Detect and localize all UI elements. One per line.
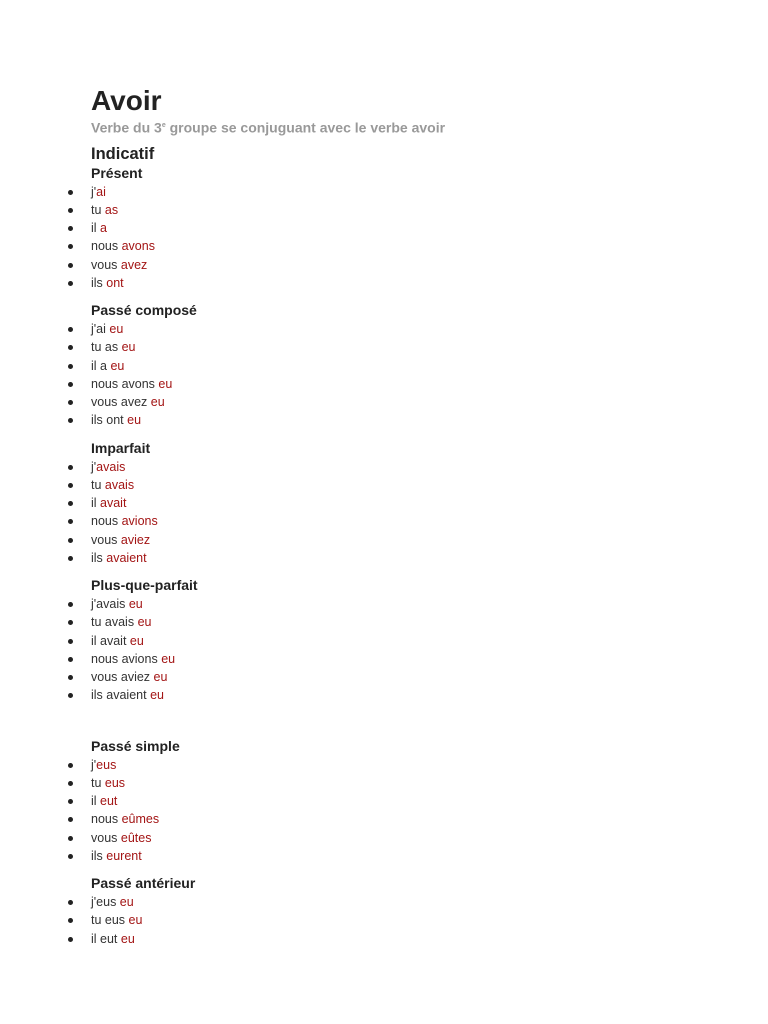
- bullet-icon: [68, 854, 73, 859]
- list-item: [91, 458, 711, 476]
- verb-form: eu: [129, 633, 144, 648]
- list-item: [91, 549, 711, 567]
- bullet-icon: [68, 918, 73, 923]
- pronoun: il avait: [91, 633, 130, 648]
- verb-form: eu: [161, 651, 176, 666]
- pronoun: tu: [91, 477, 105, 492]
- list-item: [91, 531, 711, 549]
- list-item: [91, 650, 711, 668]
- bullet-icon: [68, 763, 73, 768]
- tense-heading: Passé composé: [91, 302, 197, 319]
- pronoun: ils: [91, 848, 107, 863]
- bullet-icon: [68, 799, 73, 804]
- list-item: [91, 829, 711, 847]
- verb-form: ai: [96, 184, 106, 199]
- bullet-icon: [68, 345, 73, 350]
- tense-heading: Plus-que-parfait: [91, 577, 198, 594]
- verb-form: eu: [153, 670, 168, 685]
- subtitle-superscript: e: [161, 122, 166, 129]
- bullet-icon: [68, 208, 73, 213]
- list-item: [91, 256, 711, 274]
- verb-form: eu: [109, 322, 124, 337]
- list-item: [91, 756, 711, 774]
- verb-form: eu: [120, 931, 135, 946]
- conjugation-list: [91, 458, 711, 568]
- conjugation-page: [91, 84, 711, 957]
- verb-form: eu: [119, 895, 134, 910]
- bullet-icon: [68, 900, 73, 905]
- pronoun: tu as: [91, 340, 122, 355]
- list-item: [91, 375, 711, 393]
- verb-form: avons: [121, 239, 155, 254]
- verb-form: eu: [128, 597, 143, 612]
- bullet-icon: [68, 465, 73, 470]
- pronoun: j'ai: [91, 322, 110, 337]
- verb-form: avions: [121, 514, 158, 529]
- verb-form: eu: [128, 913, 143, 928]
- verb-form: eu: [110, 358, 125, 373]
- list-item: [91, 476, 711, 494]
- page-title: Avoir: [91, 85, 162, 116]
- verb-form: a: [100, 221, 107, 236]
- pronoun: ils: [91, 275, 107, 290]
- bullet-icon: [68, 364, 73, 369]
- pronoun: ils avaient: [91, 688, 151, 703]
- pronoun: j': [91, 459, 97, 474]
- verb-form: eu: [150, 688, 164, 703]
- list-item: [91, 774, 711, 792]
- bullet-icon: [68, 817, 73, 822]
- conjugation-list: [91, 183, 711, 293]
- conjugation-list: [91, 893, 711, 948]
- list-item: [91, 512, 711, 530]
- bullet-icon: [68, 937, 73, 942]
- pronoun: il: [91, 496, 101, 511]
- pronoun: nous: [91, 514, 122, 529]
- bullet-icon: [68, 263, 73, 268]
- pronoun: nous avons: [91, 376, 159, 391]
- verb-form: avais: [96, 459, 126, 474]
- pronoun: nous avions: [91, 651, 162, 666]
- bullet-icon: [68, 501, 73, 506]
- pronoun: tu eus: [91, 913, 129, 928]
- verb-form: avait: [100, 496, 127, 511]
- list-item: [91, 792, 711, 810]
- pronoun: vous: [91, 257, 121, 272]
- bullet-icon: [68, 836, 73, 841]
- pronoun: il eut: [91, 931, 121, 946]
- pronoun: ils ont: [91, 413, 128, 428]
- pronoun: nous: [91, 239, 122, 254]
- pronoun: tu: [91, 202, 105, 217]
- verb-form: avais: [104, 477, 135, 492]
- list-item: [91, 411, 711, 429]
- tense-imparfait: [91, 439, 711, 568]
- verb-form: eurent: [106, 848, 142, 863]
- list-item: [91, 393, 711, 411]
- pronoun: vous: [91, 532, 121, 547]
- bullet-icon: [68, 400, 73, 405]
- bullet-icon: [68, 244, 73, 249]
- list-item: [91, 930, 711, 948]
- bullet-icon: [68, 538, 73, 543]
- tense-heading: Passé antérieur: [91, 875, 196, 892]
- verb-form: avaient: [106, 550, 147, 565]
- tense-passe-compose: [91, 301, 711, 430]
- list-item: [91, 893, 711, 911]
- list-item: [91, 686, 711, 704]
- list-item: [91, 847, 711, 865]
- list-item: [91, 201, 711, 219]
- bullet-icon: [68, 519, 73, 524]
- pronoun: il: [91, 794, 101, 809]
- bullet-icon: [68, 190, 73, 195]
- bullet-icon: [68, 693, 73, 698]
- verb-form: eu: [121, 340, 136, 355]
- verb-form: eut: [100, 794, 118, 809]
- bullet-icon: [68, 281, 73, 286]
- list-item: [91, 183, 711, 201]
- bullet-icon: [68, 675, 73, 680]
- verb-form: eu: [158, 376, 173, 391]
- pronoun: il: [91, 221, 101, 236]
- tense-present: [91, 164, 711, 293]
- list-item: [91, 237, 711, 255]
- mood-heading: Indicatif: [91, 144, 155, 163]
- verb-form: eu: [127, 413, 142, 428]
- list-item: [91, 320, 711, 338]
- tense-heading: Imparfait: [91, 439, 151, 456]
- pronoun: j': [91, 757, 97, 772]
- bullet-icon: [68, 781, 73, 786]
- list-item: [91, 274, 711, 292]
- bullet-icon: [68, 327, 73, 332]
- pronoun: ils: [91, 550, 107, 565]
- verb-form: eus: [96, 757, 117, 772]
- tense-passe-simple: [91, 737, 711, 866]
- pronoun: vous: [91, 830, 121, 845]
- pronoun: j'avais: [91, 597, 129, 612]
- verb-form: avez: [120, 257, 148, 272]
- list-item: [91, 338, 711, 356]
- pronoun: j'eus: [91, 895, 120, 910]
- pronoun: nous: [91, 812, 122, 827]
- bullet-icon: [68, 602, 73, 607]
- bullet-icon: [68, 226, 73, 231]
- bullet-icon: [68, 556, 73, 561]
- pronoun: vous aviez: [91, 670, 154, 685]
- conjugation-list: [91, 320, 711, 430]
- tense-heading: Passé simple: [91, 737, 180, 754]
- verb-form: eûmes: [121, 812, 160, 827]
- bullet-icon: [68, 418, 73, 423]
- bullet-icon: [68, 382, 73, 387]
- pronoun: j': [91, 184, 97, 199]
- list-item: [91, 911, 711, 929]
- tense-plus-que-parfait: [91, 576, 711, 705]
- conjugation-list: [91, 595, 711, 705]
- bullet-icon: [68, 657, 73, 662]
- page-subtitle: [91, 118, 711, 136]
- pronoun: tu: [91, 775, 105, 790]
- list-item: [91, 595, 711, 613]
- tense-passe-anterieur: [91, 874, 711, 948]
- subtitle-text-start: Verbe du 3: [91, 119, 162, 136]
- conjugation-list: [91, 756, 711, 866]
- verb-form: eûtes: [120, 830, 152, 845]
- verb-form: eu: [150, 395, 165, 410]
- list-item: [91, 668, 711, 686]
- verb-form: eus: [104, 775, 126, 790]
- bullet-icon: [68, 483, 73, 488]
- verb-form: aviez: [120, 532, 151, 547]
- bullet-icon: [68, 639, 73, 644]
- bullet-icon: [68, 620, 73, 625]
- list-item: [91, 219, 711, 237]
- list-item: [91, 494, 711, 512]
- list-item: [91, 632, 711, 650]
- verb-form: ont: [106, 275, 124, 290]
- tense-heading: Présent: [91, 164, 143, 181]
- list-item: [91, 810, 711, 828]
- subtitle-text-end: groupe se conjuguant avec le verbe avoir: [165, 119, 446, 136]
- list-item: [91, 357, 711, 375]
- verb-form: eu: [137, 615, 152, 630]
- pronoun: il a: [91, 358, 111, 373]
- verb-form: as: [104, 202, 119, 217]
- list-item: [91, 613, 711, 631]
- pronoun: tu avais: [91, 615, 138, 630]
- pronoun: vous avez: [91, 395, 151, 410]
